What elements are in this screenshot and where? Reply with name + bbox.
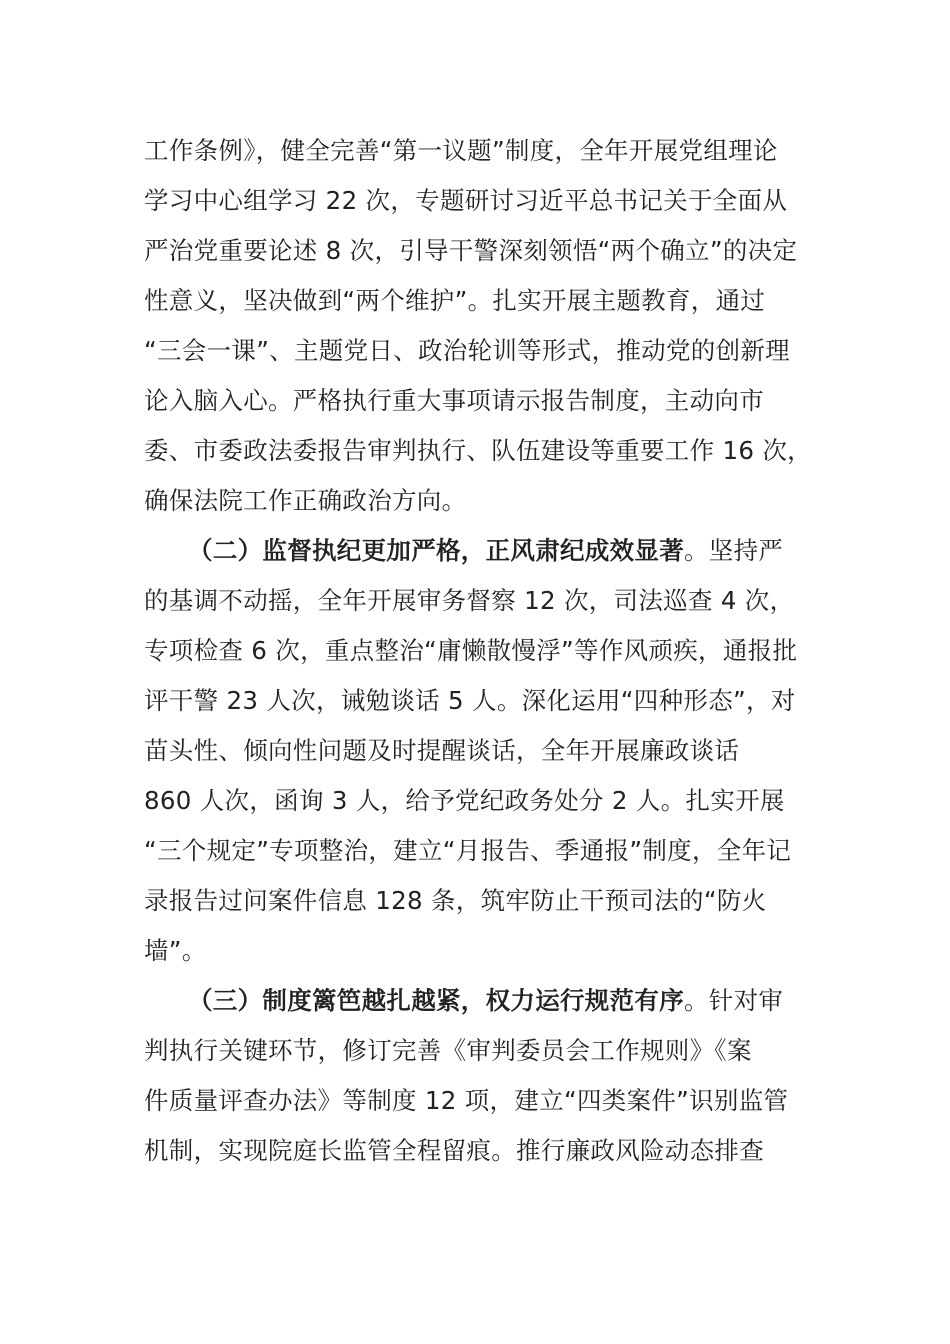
heading-continuation: 。针对审: [684, 986, 784, 1015]
paragraph-3: [144, 976, 834, 1176]
heading-continuation: 。坚持严: [684, 536, 784, 565]
paragraph-line: “三个规定”专项整治，建立“月报告、季通报”制度，全年记: [144, 836, 792, 865]
paragraph-line: 的基调不动摇，全年开展审务督察 12 次，司法巡查 4 次，: [144, 586, 795, 615]
paragraph-line: 严治党重要论述 8 次，引导干警深刻领悟“两个确立”的决定: [144, 236, 798, 265]
paragraph-line: 委、市委政法委报告审判执行、队伍建设等重要工作 16 次，: [144, 436, 812, 465]
paragraph-line: 学习中心组学习 22 次，专题研讨习近平总书记关于全面从: [144, 186, 788, 215]
paragraph-line: 性意义，坚决做到“两个维护”。扎实开展主题教育，通过: [144, 286, 766, 315]
paragraph-first-line: [144, 976, 834, 1026]
section-heading: （三）制度篱笆越扎越紧，权力运行规范有序: [188, 986, 684, 1015]
paragraph-line: 论入脑入心。严格执行重大事项请示报告制度，主动向市: [144, 386, 764, 415]
paragraph-line: 录报告过问案件信息 128 条，筑牢防止干预司法的“防火: [144, 886, 767, 915]
paragraph-line: 件质量评查办法》等制度 12 项，建立“四类案件”识别监管: [144, 1086, 789, 1115]
paragraph-line: 判执行关键环节，修订完善《审判委员会工作规则》《案: [144, 1036, 752, 1065]
paragraph-line: 确保法院工作正确政治方向。: [144, 486, 467, 515]
section-heading: （二）监督执纪更加严格，正风肃纪成效显著: [188, 536, 684, 565]
paragraph-line: 机制，实现院庭长监管全程留痕。推行廉政风险动态排查: [144, 1136, 764, 1165]
paragraph-first-line: [144, 526, 834, 576]
paragraph-line: 评干警 23 人次，诫勉谈话 5 人。深化运用“四种形态”，对: [144, 686, 796, 715]
paragraph-1: [144, 126, 834, 526]
document-body: [144, 126, 834, 1176]
paragraph-line: 工作条例》，健全完善“第一议题”制度，全年开展党组理论: [144, 136, 778, 165]
paragraph-line: 墙”。: [144, 936, 207, 965]
paragraph-line: 专项检查 6 次，重点整治“庸懒散慢浮”等作风顽疾，通报批: [144, 636, 798, 665]
paragraph-line: 860 人次，函询 3 人，给予党纪政务处分 2 人。扎实开展: [144, 786, 785, 815]
paragraph-line: 苗头性、倾向性问题及时提醒谈话，全年开展廉政谈话: [144, 736, 740, 765]
paragraph-line: “三会一课”、主题党日、政治轮训等形式，推动党的创新理: [144, 336, 790, 365]
paragraph-2: [144, 526, 834, 976]
